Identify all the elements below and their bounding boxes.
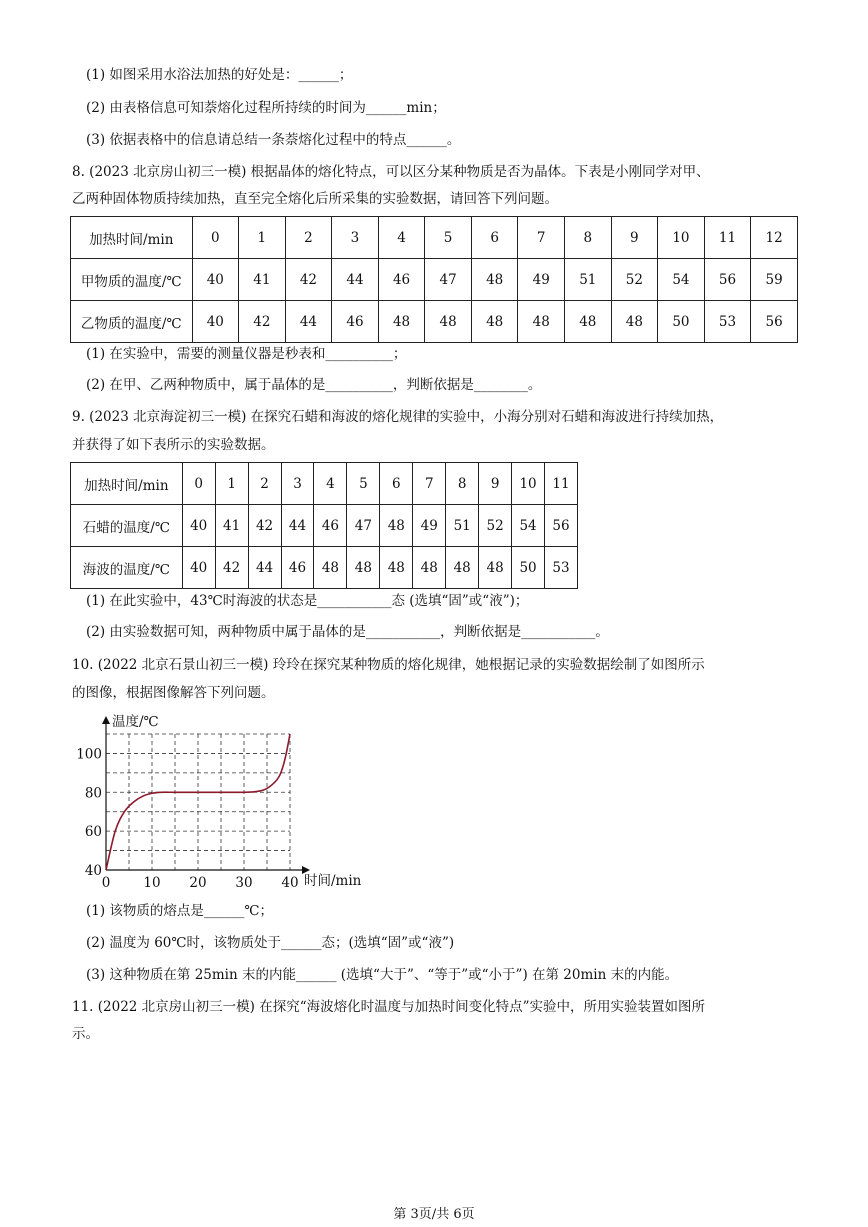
y-axis-arrow	[102, 716, 110, 724]
row-header-cell: 甲物质的温度/℃	[71, 259, 193, 301]
table-cell: 56	[751, 301, 798, 343]
table-row	[71, 217, 798, 259]
x-axis-label: 时间/min	[304, 873, 362, 889]
y-axis-label: 温度/℃	[112, 714, 159, 730]
table-cell: 50	[658, 301, 705, 343]
y-tick-label: 80	[84, 785, 102, 802]
table-cell: 48	[425, 301, 472, 343]
q9-sub1: (1) 在此实验中，43℃时海波的状态是___________态 (选填“固”或“液”)；	[86, 593, 529, 609]
q11-stem-2: 示。	[72, 1026, 99, 1042]
table-cell: 47	[347, 505, 380, 547]
y-tick-label: 60	[84, 824, 102, 841]
y-tick-label: 100	[76, 746, 102, 763]
q9-table	[70, 462, 578, 589]
table-row	[71, 301, 798, 343]
row-header-cell: 加热时间/min	[71, 217, 193, 259]
q10-sub3: (3) 这种物质在第 25min 末的内能______ (选填“大于”、“等于”或“小于”) 在第 20min 末的内能。	[86, 967, 679, 983]
table-cell: 42	[285, 259, 332, 301]
table-cell: 4	[314, 463, 347, 505]
q10-stem-1: 10. (2022 北京石景山初三一模) 玲玲在探究某种物质的熔化规律，她根据记录的实验数据绘制了如图所示	[72, 657, 705, 673]
table-cell: 53	[545, 547, 578, 589]
x-tick-label: 40	[281, 875, 299, 891]
table-cell: 53	[704, 301, 751, 343]
row-header-cell: 加热时间/min	[71, 463, 183, 505]
table-cell: 51	[565, 259, 612, 301]
row-header-cell: 海波的温度/℃	[71, 547, 183, 589]
q9-sub2: (2) 由实验数据可知，两种物质中属于晶体的是___________，判断依据是___________。	[86, 624, 609, 640]
table-cell: 2	[285, 217, 332, 259]
table-cell: 56	[704, 259, 751, 301]
q11-stem-1: 11. (2022 北京房山初三一模) 在探究“海波熔化时温度与加热时间变化特点”实验中，所用实验装置如图所	[72, 999, 706, 1015]
table-cell: 10	[658, 217, 705, 259]
table-cell: 40	[192, 259, 239, 301]
q7-sub3: (3) 依据表格中的信息请总结一条萘熔化过程中的特点______。	[86, 132, 461, 148]
q7-sub1: (1) 如图采用水浴法加热的好处是：______；	[86, 67, 353, 83]
table-cell: 5	[347, 463, 380, 505]
table-cell: 3	[281, 463, 314, 505]
table-cell: 12	[751, 217, 798, 259]
row-header-cell: 乙物质的温度/℃	[71, 301, 193, 343]
table-cell: 46	[332, 301, 379, 343]
table-cell: 41	[239, 259, 286, 301]
table-row	[71, 463, 578, 505]
table-cell: 48	[446, 547, 479, 589]
page-footer: 第 3页/共 6页	[393, 1207, 475, 1222]
table-cell: 11	[704, 217, 751, 259]
table-cell: 42	[248, 505, 281, 547]
table-cell: 50	[512, 547, 545, 589]
table-cell: 48	[471, 259, 518, 301]
table-cell: 11	[545, 463, 578, 505]
table-cell: 44	[281, 505, 314, 547]
table-cell: 7	[413, 463, 446, 505]
table-cell: 56	[545, 505, 578, 547]
table-cell: 48	[471, 301, 518, 343]
q8-stem-2: 乙两种固体物质持续加热，直至完全熔化后所采集的实验数据，请回答下列问题。	[72, 191, 558, 207]
x-tick-label: 20	[189, 875, 207, 891]
table-cell: 10	[512, 463, 545, 505]
q10-sub1: (1) 该物质的熔点是______℃；	[86, 903, 274, 919]
table-cell: 54	[512, 505, 545, 547]
table-cell: 48	[565, 301, 612, 343]
table-cell: 48	[378, 301, 425, 343]
table-cell: 42	[215, 547, 248, 589]
table-cell: 51	[446, 505, 479, 547]
table-cell: 4	[378, 217, 425, 259]
table-cell: 48	[611, 301, 658, 343]
table-cell: 1	[215, 463, 248, 505]
table-cell: 40	[182, 505, 215, 547]
q7-sub2: (2) 由表格信息可知萘熔化过程所持续的时间为______min；	[86, 100, 446, 116]
table-cell: 49	[518, 259, 565, 301]
table-cell: 40	[182, 547, 215, 589]
table-row	[71, 259, 798, 301]
table-cell: 44	[332, 259, 379, 301]
table-cell: 59	[751, 259, 798, 301]
table-cell: 40	[192, 301, 239, 343]
table-cell: 5	[425, 217, 472, 259]
table-cell: 42	[239, 301, 286, 343]
table-cell: 1	[239, 217, 286, 259]
table-cell: 46	[378, 259, 425, 301]
table-cell: 52	[611, 259, 658, 301]
table-cell: 6	[380, 463, 413, 505]
table-cell: 6	[471, 217, 518, 259]
y-tick-label: 40	[84, 863, 102, 879]
table-cell: 46	[281, 547, 314, 589]
table-row	[71, 505, 578, 547]
chart-ticks	[76, 746, 298, 891]
table-cell: 54	[658, 259, 705, 301]
table-cell: 8	[446, 463, 479, 505]
table-cell: 48	[479, 547, 512, 589]
q8-stem-1: 8. (2023 北京房山初三一模) 根据晶体的熔化特点，可以区分某种物质是否为晶体。下表是小刚同学对甲、	[72, 164, 710, 180]
table-cell: 9	[479, 463, 512, 505]
table-cell: 9	[611, 217, 658, 259]
q10-stem-2: 的图像，根据图像解答下列问题。	[72, 685, 275, 701]
row-header-cell: 石蜡的温度/℃	[71, 505, 183, 547]
x-tick-label: 30	[235, 875, 253, 891]
q8-sub2: (2) 在甲、乙两种物质中，属于晶体的是__________，判断依据是________。	[86, 377, 542, 393]
table-cell: 48	[380, 547, 413, 589]
table-cell: 41	[215, 505, 248, 547]
table-cell: 48	[518, 301, 565, 343]
x-tick-label: 10	[143, 875, 161, 891]
q8-table	[70, 216, 798, 343]
table-cell: 7	[518, 217, 565, 259]
q10-sub2: (2) 温度为 60℃时，该物质处于______态；(选填“固”或“液”)	[86, 935, 455, 951]
q9-stem-2: 并获得了如下表所示的实验数据。	[72, 437, 275, 453]
table-cell: 2	[248, 463, 281, 505]
table-row	[71, 547, 578, 589]
table-cell: 44	[285, 301, 332, 343]
q9-stem-1: 9. (2023 北京海淀初三一模) 在探究石蜡和海波的熔化规律的实验中，小海分别对石蜡和海波进行持续加热，	[72, 409, 724, 425]
table-cell: 48	[347, 547, 380, 589]
table-cell: 52	[479, 505, 512, 547]
table-cell: 47	[425, 259, 472, 301]
table-cell: 0	[192, 217, 239, 259]
table-cell: 48	[413, 547, 446, 589]
temperature-time-chart	[72, 710, 372, 895]
table-cell: 48	[314, 547, 347, 589]
table-cell: 48	[380, 505, 413, 547]
table-cell: 0	[182, 463, 215, 505]
table-cell: 44	[248, 547, 281, 589]
table-cell: 8	[565, 217, 612, 259]
table-cell: 46	[314, 505, 347, 547]
table-cell: 49	[413, 505, 446, 547]
q8-sub1: (1) 在实验中，需要的测量仪器是秒表和__________；	[86, 346, 407, 362]
x-tick-label: 0	[101, 875, 111, 891]
table-cell: 3	[332, 217, 379, 259]
